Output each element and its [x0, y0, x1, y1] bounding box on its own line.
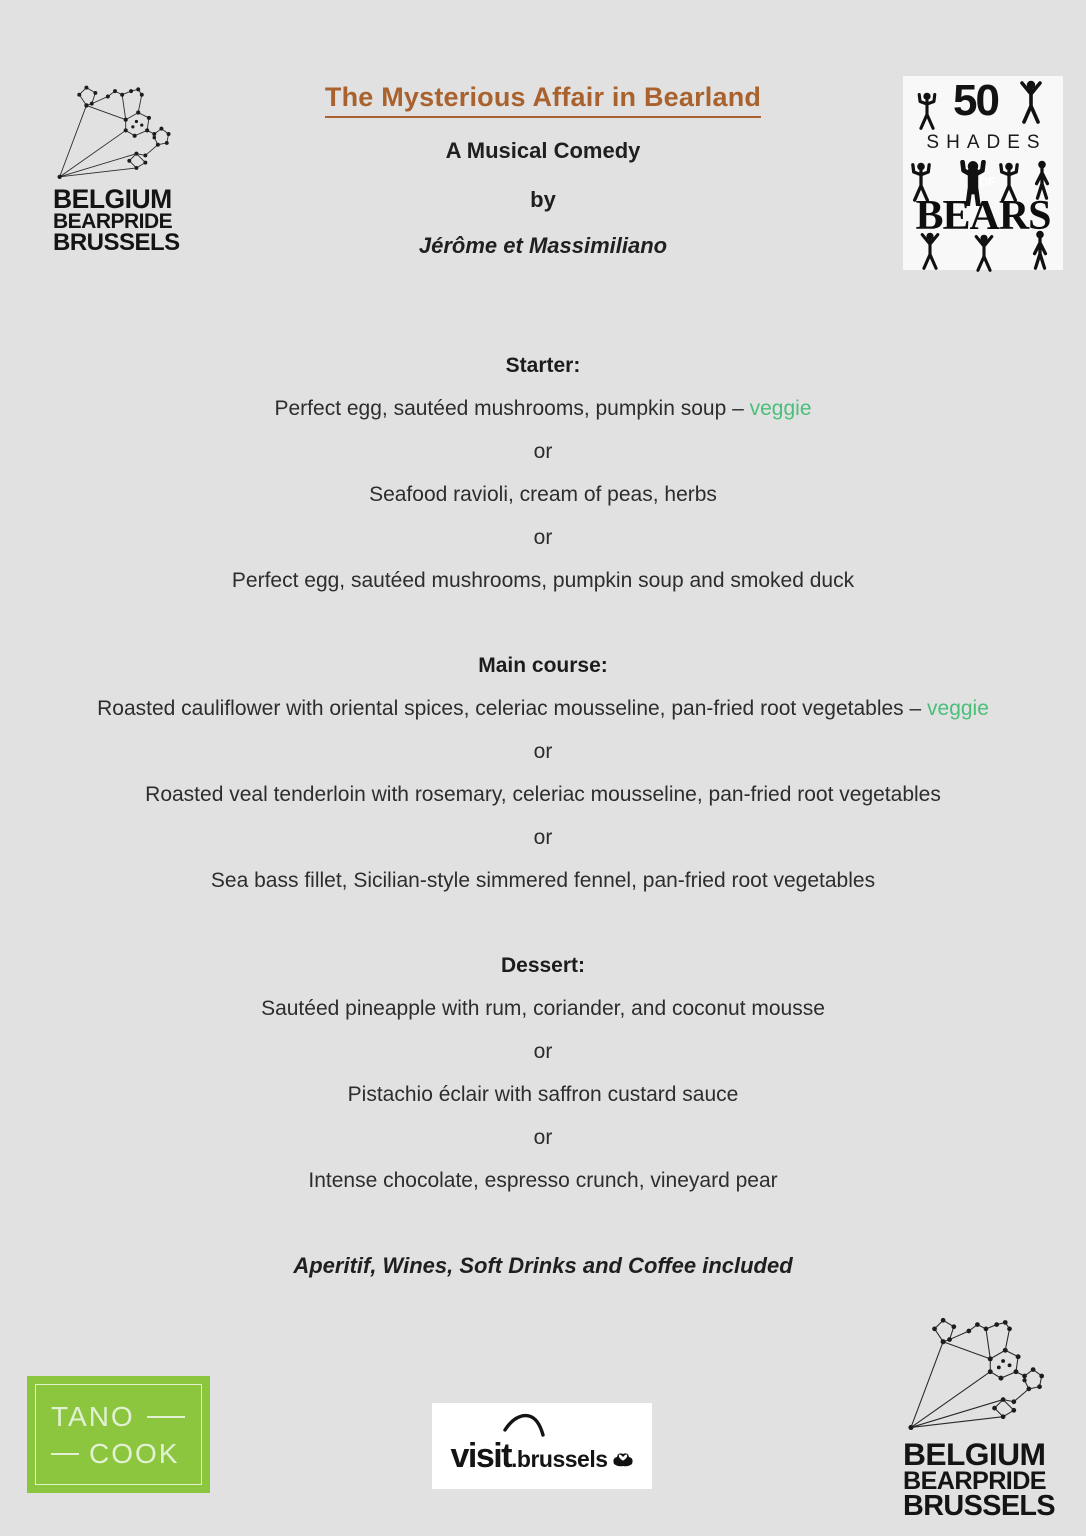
menu-item-text: Roasted veal tenderloin with rosemary, celeriac mousseline, pan-fried root vegetables — [145, 783, 941, 806]
menu-item — [93, 994, 993, 1024]
menu-item-text: Perfect egg, sautéed mushrooms, pumpkin soup and smoked duck — [231, 569, 855, 592]
by-label: by — [530, 187, 556, 212]
of-text: OF — [979, 175, 996, 189]
section-heading: Starter: — [505, 354, 581, 377]
bearpride-line2: BEARPRIDE — [903, 1467, 1047, 1495]
dash-line — [51, 1453, 79, 1455]
menu-section-starter — [93, 351, 993, 596]
menu-item — [93, 1166, 993, 1196]
or-separator: or — [533, 1040, 553, 1063]
menu-section-main-course — [93, 651, 993, 896]
or-separator: or — [533, 740, 553, 763]
veggie-tag: veggie — [749, 397, 812, 420]
subtitle: A Musical Comedy — [445, 138, 641, 163]
or-separator: or — [533, 826, 553, 849]
fifty-shades-of-bears-logo — [903, 76, 1063, 270]
visit-wordmark — [432, 1437, 652, 1476]
menu-item-text: Sea bass fillet, Sicilian-style simmered fennel, pan-fried root vegetables — [210, 869, 876, 892]
bearpride-line1: BELGIUM — [903, 1436, 1046, 1472]
menu-item — [93, 866, 993, 896]
menu-section-dessert — [93, 951, 993, 1196]
menu-item-text: Seafood ravioli, cream of peas, herbs — [369, 483, 717, 506]
bearpride-line3: BRUSSELS — [903, 1489, 1056, 1522]
iris-flower-icon — [612, 1451, 634, 1467]
menu-item-text: Sautéed pineapple with rum, coriander, and coconut mousse — [261, 997, 825, 1020]
bearpride-line3: BRUSSELS — [53, 228, 180, 256]
fifty-text: 50 — [953, 76, 998, 125]
bearpride-wordmark — [903, 1436, 1059, 1522]
dash-line — [147, 1416, 185, 1418]
tano-wordmark — [51, 1398, 185, 1472]
menu-item-text: Pistachio éclair with saffron custard sauce — [347, 1083, 739, 1106]
bearpride-logo-bottom — [903, 1316, 1059, 1520]
section-heading: Dessert: — [500, 954, 586, 977]
visit-text: visit — [450, 1437, 512, 1475]
bear-constellation-icon — [905, 1316, 1049, 1436]
brussels-text: .brussels — [511, 1446, 608, 1472]
menu-item-text: Roasted cauliflower with oriental spices, celeriac mousseline, pan-fried root vegetables – — [97, 697, 928, 720]
menu-item — [93, 480, 993, 510]
menu-item — [93, 1080, 993, 1110]
menu-item — [93, 694, 993, 724]
menu-item — [93, 780, 993, 810]
tano-line2: COOK — [89, 1438, 180, 1469]
bearpride-line2: BEARPRIDE — [53, 209, 173, 233]
menu-item — [93, 394, 993, 424]
section-heading: Main course: — [478, 654, 608, 677]
bearpride-line1: BELGIUM — [53, 184, 172, 214]
authors: Jérôme et Massimiliano — [418, 233, 668, 258]
menu-item-text: Intense chocolate, espresso crunch, vineyard pear — [308, 1169, 778, 1192]
tano-line1: TANO — [51, 1401, 135, 1432]
or-separator: or — [533, 440, 553, 463]
shades-text: SHADES — [926, 132, 1047, 153]
veggie-tag: veggie — [927, 697, 989, 720]
or-separator: or — [533, 1126, 553, 1149]
person-silhouette-icon — [1019, 80, 1043, 124]
menu-item — [93, 566, 993, 596]
or-separator: or — [533, 526, 553, 549]
tano-cook-logo — [27, 1376, 210, 1493]
drinks-included-note: Aperitif, Wines, Soft Drinks and Coffee included — [293, 1253, 793, 1278]
bears-text: BEARS — [915, 193, 1051, 239]
menu-body — [0, 351, 1086, 1281]
visit-brussels-logo — [432, 1403, 652, 1489]
person-silhouette-icon — [915, 92, 939, 130]
menu-item-text: Perfect egg, sautéed mushrooms, pumpkin soup – — [274, 397, 750, 420]
checkmark-icon — [502, 1413, 546, 1437]
page-title: The Mysterious Affair in Bearland — [325, 82, 761, 118]
